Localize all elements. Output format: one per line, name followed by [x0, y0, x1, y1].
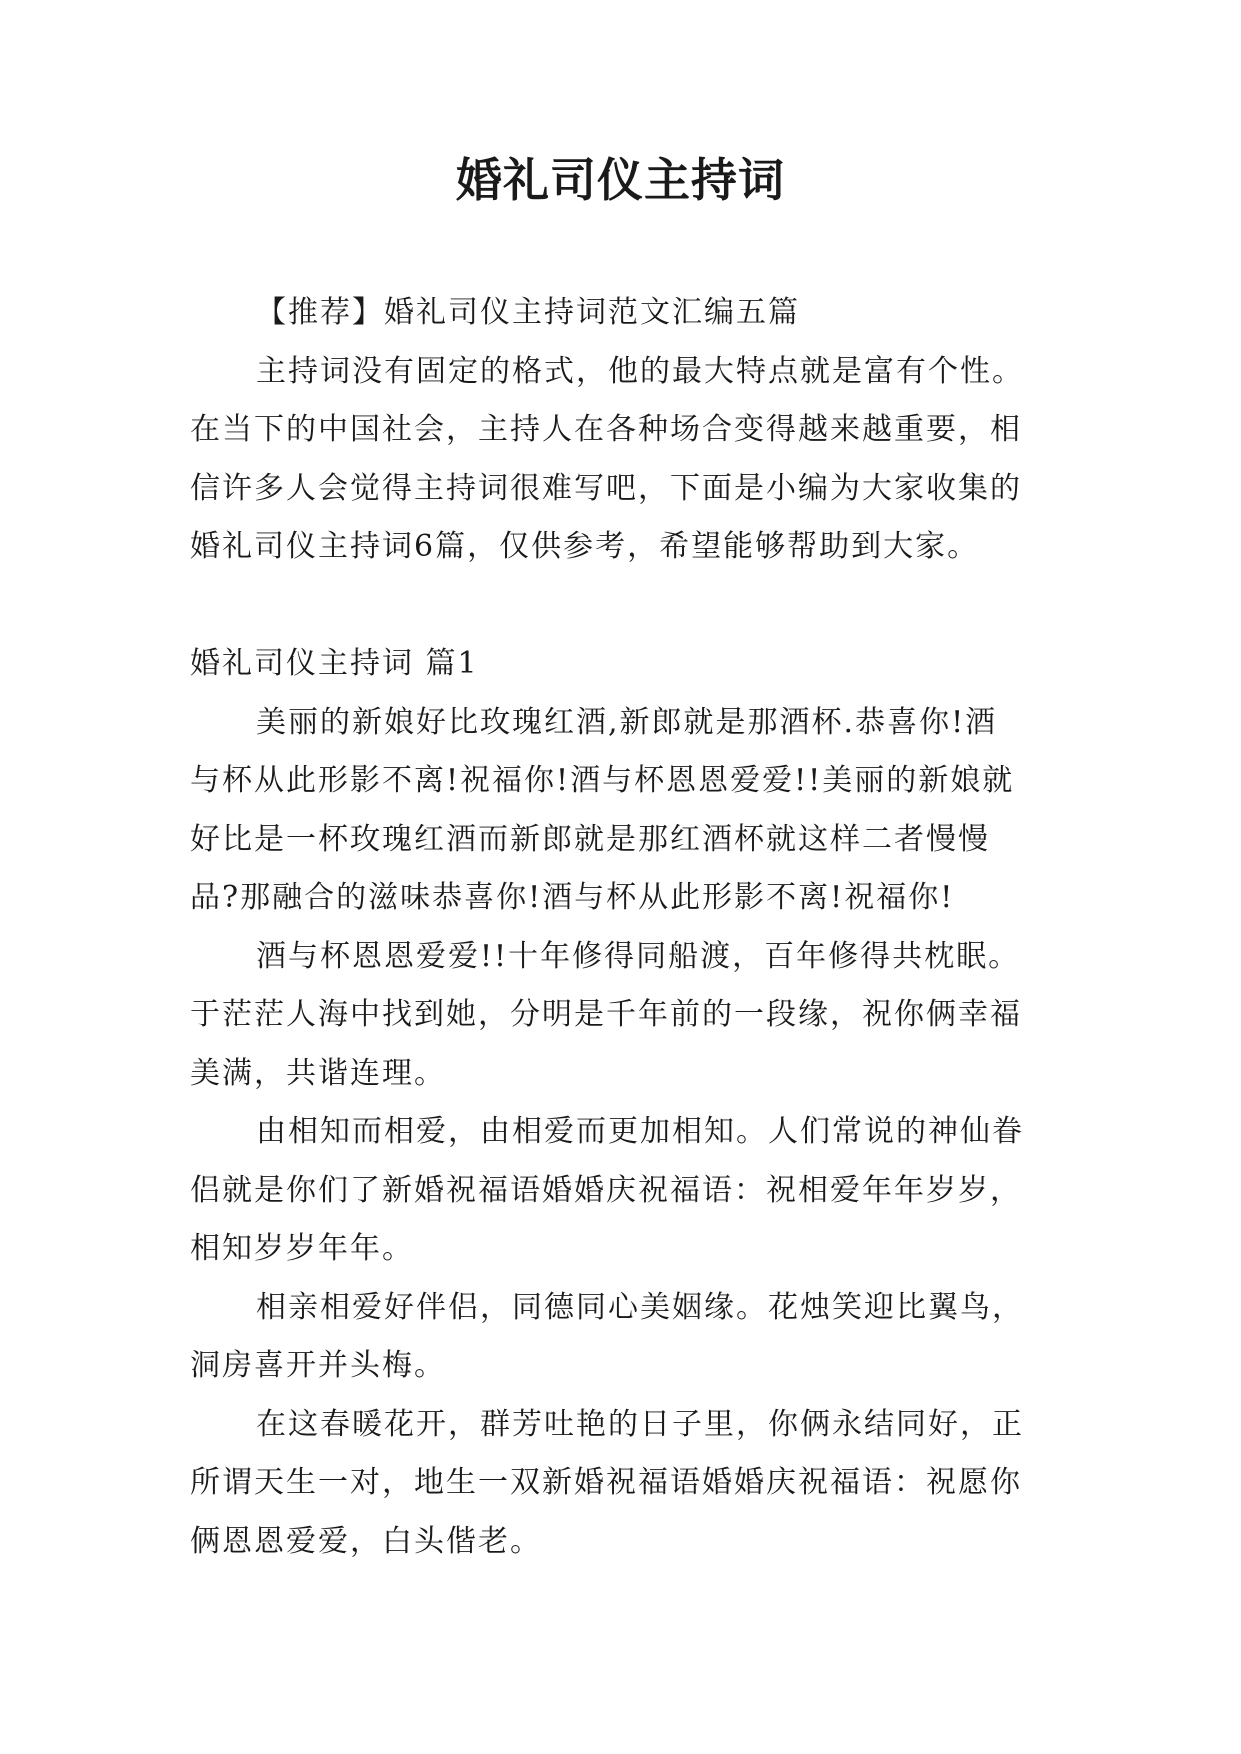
intro-line-1: 主持词没有固定的格式，他的最大特点就是富有个性。	[256, 353, 1024, 389]
paragraph-3-line-1: 由相知而相爱，由相爱而更加相知。人们常说的神仙眷	[256, 1114, 1024, 1149]
intro-line-3: 信许多人会觉得主持词很难写吧，下面是小编为大家收集的	[190, 470, 1022, 506]
paragraph-2-line-3: 美满，共谐连理。	[190, 1055, 446, 1091]
paragraph-4-line-1: 相亲相爱好伴侣，同德同心美姻缘。花烛笑迎比翼鸟，	[256, 1289, 1024, 1325]
paragraph-1-line-3: 好比是一杯玫瑰红酒而新郎就是那红酒杯就这样二者慢慢	[190, 821, 990, 857]
paragraph-2-line-1: 酒与杯恩恩爱爱!!十年修得同船渡，百年修得共枕眠。	[256, 938, 1021, 974]
document-title: 婚礼司仪主持词	[456, 153, 785, 207]
paragraph-1-line-2: 与杯从此形影不离!祝福你!酒与杯恩恩爱爱!!美丽的新娘就	[190, 763, 1015, 798]
intro-heading: 【推荐】婚礼司仪主持词范文汇编五篇	[256, 295, 800, 330]
paragraph-4-line-2: 洞房喜开并头梅。	[190, 1348, 446, 1383]
section-heading: 婚礼司仪主持词 篇1	[190, 646, 479, 681]
paragraph-3-line-2: 侣就是你们了新婚祝福语婚婚庆祝福语：祝相爱年年岁岁，	[190, 1172, 1022, 1208]
paragraph-1-line-1: 美丽的新娘好比玫瑰红酒,新郎就是那酒杯.恭喜你!酒	[256, 704, 998, 740]
paragraph-5-line-3: 俩恩恩爱爱，白头偕老。	[190, 1523, 542, 1559]
intro-line-2: 在当下的中国社会，主持人在各种场合变得越来越重要，相	[190, 412, 1022, 447]
paragraph-5-line-1: 在这春暖花开，群芳吐艳的日子里，你俩永结同好，正	[256, 1406, 1024, 1442]
document-body	[190, 284, 1050, 1571]
intro-line-4: 婚礼司仪主持词6篇，仅供参考，希望能够帮助到大家。	[190, 529, 980, 564]
paragraph-1-line-4: 品?那融合的滋味恭喜你!酒与杯从此形影不离!祝福你!	[190, 880, 955, 915]
paragraph-gap	[190, 577, 1050, 636]
paragraph-3-line-3: 相知岁岁年年。	[190, 1231, 414, 1266]
paragraph-2-line-2: 于茫茫人海中找到她，分明是千年前的一段缘，祝你俩幸福	[190, 997, 1022, 1032]
paragraph-5-line-2: 所谓天生一对，地生一双新婚祝福语婚婚庆祝福语：祝愿你	[190, 1465, 1022, 1500]
